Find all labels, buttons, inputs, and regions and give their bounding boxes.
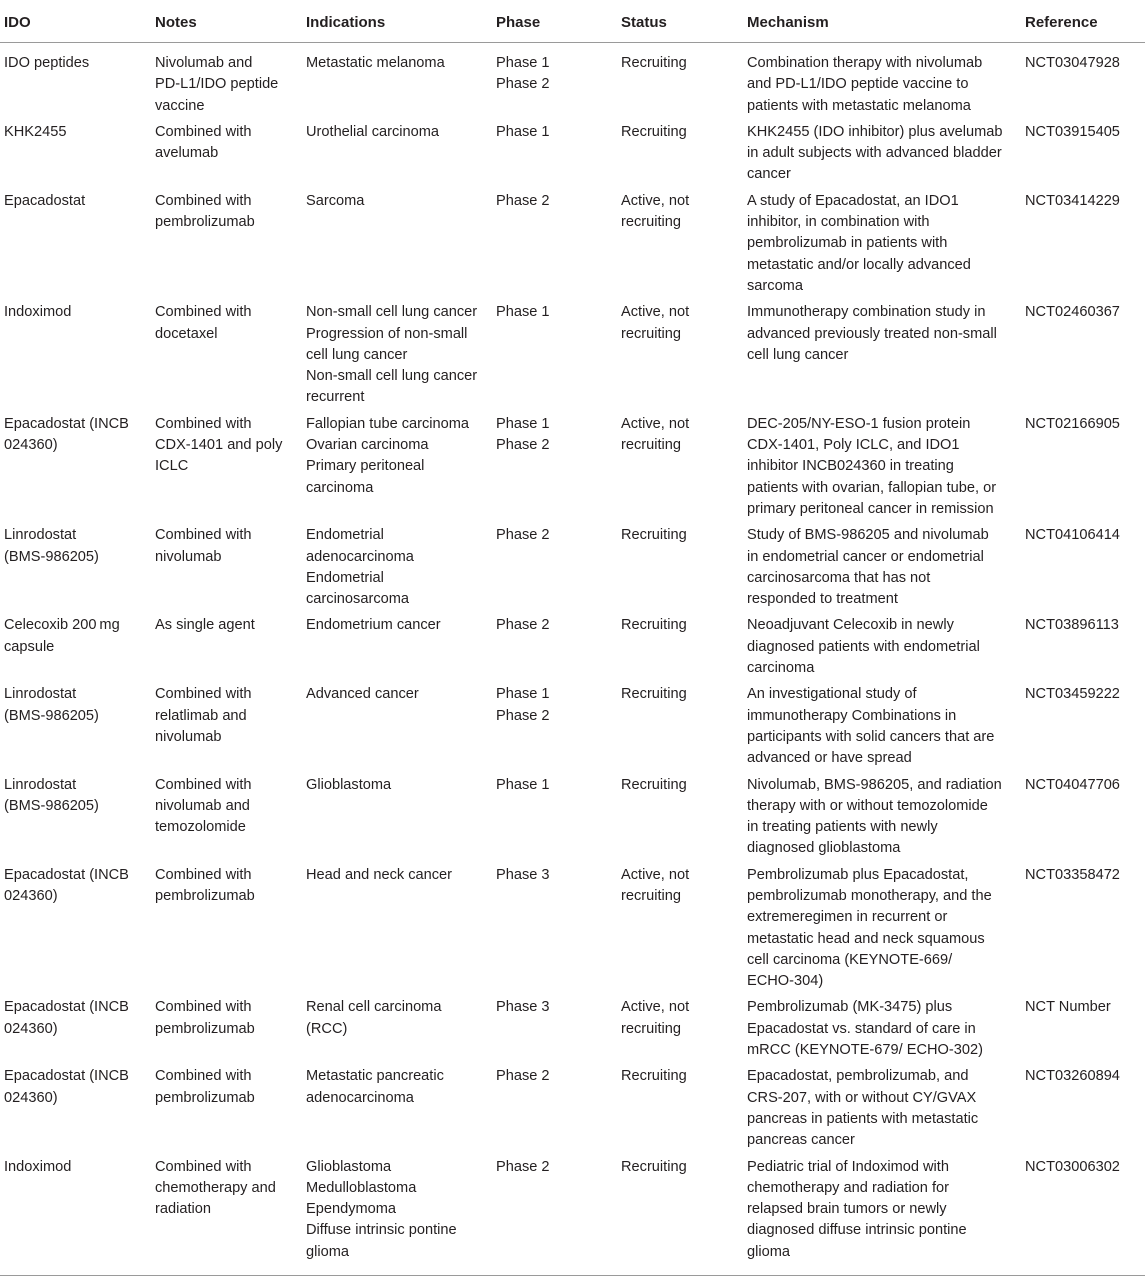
cell-line: Combined with <box>155 866 252 883</box>
cell-line: pancreas in patients with metastatic <box>747 1110 979 1127</box>
cell-status <box>617 522 743 612</box>
cell-line: Recruiting <box>621 1158 687 1175</box>
cell-indications <box>302 119 492 188</box>
cell-ido <box>0 43 151 119</box>
cell-mechanism <box>743 994 1021 1063</box>
cell-notes <box>151 188 302 299</box>
table-row <box>0 612 1145 681</box>
cell-phase <box>492 772 617 862</box>
cell-line: Indoximod <box>4 304 72 321</box>
cell-line: Non-small cell lung cancer <box>306 304 478 321</box>
cell-notes <box>151 612 302 681</box>
cell-line: patients with ovarian, fallopian tube, or <box>747 479 997 496</box>
cell-line: Recruiting <box>621 1068 687 1085</box>
cell-phase <box>492 43 617 119</box>
cell-line: metastatic and/or locally advanced <box>747 256 971 273</box>
cell-ido <box>0 1063 151 1153</box>
cell-line: NCT03047928 <box>1025 55 1120 71</box>
cell-line: Phase 3 <box>496 866 550 883</box>
cell-line: in endometrial cancer or endometrial <box>747 548 984 565</box>
cell-line: 024360) <box>4 437 58 454</box>
cell-line: KHK2455 (IDO inhibitor) plus avelumab <box>747 123 1003 140</box>
cell-ido <box>0 522 151 612</box>
cell-notes <box>151 1063 302 1153</box>
cell-status <box>617 681 743 771</box>
column-header-indications: Indications <box>302 0 492 43</box>
cell-line: Combined with <box>155 999 252 1016</box>
column-header-mechanism: Mechanism <box>743 0 1021 43</box>
cell-line: NCT04047706 <box>1025 776 1120 793</box>
cell-line: NCT Number <box>1025 999 1111 1016</box>
cell-reference <box>1021 522 1145 612</box>
cell-line: Medulloblastoma <box>306 1179 417 1196</box>
cell-reference <box>1021 411 1145 522</box>
cell-phase <box>492 119 617 188</box>
cell-line: Combined with <box>155 415 252 432</box>
cell-status <box>617 411 743 522</box>
cell-line: Epacadostat (INCB <box>4 866 129 883</box>
cell-line: Epacadostat (INCB <box>4 415 129 432</box>
cell-line: Primary peritoneal <box>306 458 425 475</box>
cell-line: Phase 1 <box>496 55 550 71</box>
cell-line: glioma <box>747 1243 790 1260</box>
cell-line: Combined with <box>155 1158 252 1175</box>
cell-ido <box>0 411 151 522</box>
cell-line: Diffuse intrinsic pontine <box>306 1222 457 1239</box>
cell-ido <box>0 119 151 188</box>
cell-line: NCT02460367 <box>1025 304 1120 321</box>
cell-line: pembrolizumab <box>155 1089 255 1106</box>
cell-phase <box>492 994 617 1063</box>
cell-phase <box>492 862 617 995</box>
cell-indications <box>302 1154 492 1276</box>
cell-line: CDX-1401, Poly ICLC, and IDO1 <box>747 437 960 454</box>
cell-line: recruiting <box>621 214 682 231</box>
cell-line: pembrolizumab <box>155 214 255 231</box>
cell-phase <box>492 299 617 410</box>
table-row <box>0 43 1145 119</box>
cell-line: relatlimab and <box>155 707 247 724</box>
cell-line: pembrolizumab <box>155 1020 255 1037</box>
table-row <box>0 119 1145 188</box>
cell-line: Recruiting <box>621 776 687 793</box>
cell-line: 024360) <box>4 1020 58 1037</box>
cell-reference <box>1021 862 1145 995</box>
cell-notes <box>151 299 302 410</box>
cell-line: metastatic head and neck squamous <box>747 930 985 947</box>
cell-line: avelumab <box>155 145 219 162</box>
cell-line: pembrolizumab monotherapy, and the <box>747 887 992 904</box>
cell-line: Head and neck cancer <box>306 866 453 883</box>
cell-line: inhibitor INCB024360 in treating <box>747 458 954 475</box>
cell-line: carcinoma <box>747 660 815 677</box>
cell-reference <box>1021 43 1145 119</box>
cell-line: Recruiting <box>621 617 687 634</box>
cell-line: Phase 2 <box>496 1158 550 1175</box>
table-row <box>0 1063 1145 1153</box>
cell-line: immunotherapy Combinations in <box>747 707 957 724</box>
cell-line: diagnosed glioblastoma <box>747 840 901 857</box>
cell-line: DEC-205/NY-ESO-1 fusion protein <box>747 415 971 432</box>
cell-line: Phase 2 <box>496 707 550 724</box>
cell-line: capsule <box>4 638 55 655</box>
cell-reference <box>1021 1154 1145 1276</box>
cell-ido <box>0 612 151 681</box>
cell-line: Epacadostat vs. standard of care in <box>747 1020 976 1037</box>
cell-line: Nivolumab, BMS-986205, and radiation <box>747 776 1002 793</box>
cell-line: NCT03414229 <box>1025 192 1120 209</box>
cell-reference <box>1021 772 1145 862</box>
cell-mechanism <box>743 188 1021 299</box>
cell-line: Phase 3 <box>496 999 550 1016</box>
cell-line: Phase 2 <box>496 617 550 634</box>
cell-line: Nivolumab and <box>155 55 253 71</box>
cell-line: Phase 2 <box>496 192 550 209</box>
cell-line: Pembrolizumab (MK-3475) plus <box>747 999 953 1016</box>
cell-line: As single agent <box>155 617 255 634</box>
cell-line: docetaxel <box>155 325 218 342</box>
column-header-phase: Phase <box>492 0 617 43</box>
cell-indications <box>302 522 492 612</box>
cell-line: Recruiting <box>621 123 687 140</box>
cell-phase <box>492 188 617 299</box>
cell-line: temozolomide <box>155 819 246 836</box>
cell-mechanism <box>743 862 1021 995</box>
cell-line: CDX-1401 and poly <box>155 437 283 454</box>
cell-indications <box>302 681 492 771</box>
cell-line: Pediatric trial of Indoximod with <box>747 1158 949 1175</box>
cell-line: primary peritoneal cancer in remission <box>747 500 994 517</box>
cell-line: Celecoxib 200 mg <box>4 617 120 634</box>
cell-line: CRS-207, with or without CY/GVAX <box>747 1089 977 1106</box>
cell-line: Combined with <box>155 192 252 209</box>
cell-line: in adult subjects with advanced bladder <box>747 145 1002 162</box>
cell-line: responded to treatment <box>747 591 898 608</box>
cell-mechanism <box>743 612 1021 681</box>
cell-line: Phase 2 <box>496 76 550 93</box>
cell-reference <box>1021 188 1145 299</box>
cell-line: cancer <box>747 166 791 183</box>
cell-line: adenocarcinoma <box>306 1089 414 1106</box>
cell-line: chemotherapy and radiation for <box>747 1179 950 1196</box>
cell-phase <box>492 1154 617 1276</box>
cell-line: nivolumab <box>155 728 222 745</box>
table-row <box>0 299 1145 410</box>
cell-indications <box>302 188 492 299</box>
cell-line: Endometrium cancer <box>306 617 441 634</box>
cell-line: cell lung cancer <box>306 346 408 363</box>
cell-line: nivolumab and <box>155 797 250 814</box>
cell-notes <box>151 994 302 1063</box>
cell-mechanism <box>743 119 1021 188</box>
cell-line: NCT03358472 <box>1025 866 1120 883</box>
cell-indications <box>302 612 492 681</box>
cell-status <box>617 43 743 119</box>
cell-line: Phase 2 <box>496 1068 550 1085</box>
cell-line: PD-L1/IDO peptide <box>155 76 279 93</box>
cell-line: Combined with <box>155 527 252 544</box>
cell-line: ECHO-304) <box>747 973 824 990</box>
cell-line: Renal cell carcinoma <box>306 999 442 1016</box>
cell-mechanism <box>743 522 1021 612</box>
cell-ido <box>0 772 151 862</box>
cell-notes <box>151 772 302 862</box>
cell-line: cell carcinoma (KEYNOTE-669/ <box>747 951 953 968</box>
cell-notes <box>151 522 302 612</box>
cell-status <box>617 119 743 188</box>
cell-status <box>617 1063 743 1153</box>
cell-line: (BMS-986205) <box>4 548 99 565</box>
cell-line: A study of Epacadostat, an IDO1 <box>747 192 959 209</box>
cell-status <box>617 862 743 995</box>
cell-line: NCT04106414 <box>1025 527 1120 544</box>
cell-line: Phase 1 <box>496 686 550 703</box>
cell-line: carcinoma <box>306 479 374 496</box>
cell-line: Immunotherapy combination study in <box>747 304 986 321</box>
cell-phase <box>492 681 617 771</box>
cell-line: Phase 2 <box>496 527 550 544</box>
table-row <box>0 994 1145 1063</box>
cell-line: Recruiting <box>621 686 687 703</box>
cell-line: Advanced cancer <box>306 686 419 703</box>
cell-line: advanced previously treated non-small <box>747 325 997 342</box>
cell-line: Epacadostat <box>4 192 86 209</box>
cell-line: Phase 1 <box>496 415 550 432</box>
cell-line: Epacadostat (INCB <box>4 999 129 1016</box>
cell-line: advanced or have spread <box>747 750 912 767</box>
cell-indications <box>302 1063 492 1153</box>
cell-line: Linrodostat <box>4 776 77 793</box>
cell-line: Phase 2 <box>496 437 550 454</box>
cell-line: Urothelial carcinoma <box>306 123 440 140</box>
cell-line: Ovarian carcinoma <box>306 437 429 454</box>
cell-reference <box>1021 299 1145 410</box>
cell-mechanism <box>743 411 1021 522</box>
cell-line: diagnosed patients with endometrial <box>747 638 980 655</box>
table-row <box>0 411 1145 522</box>
cell-line: Progression of non-small <box>306 325 468 342</box>
cell-status <box>617 1154 743 1276</box>
cell-reference <box>1021 1063 1145 1153</box>
cell-ido <box>0 299 151 410</box>
cell-line: Phase 1 <box>496 304 550 321</box>
cell-reference <box>1021 119 1145 188</box>
cell-indications <box>302 411 492 522</box>
cell-line: Recruiting <box>621 527 687 544</box>
table-header <box>0 0 1145 43</box>
cell-line: Metastatic melanoma <box>306 55 445 71</box>
cell-indications <box>302 772 492 862</box>
cell-line: in treating patients with newly <box>747 819 938 836</box>
cell-phase <box>492 1063 617 1153</box>
cell-line: Pembrolizumab plus Epacadostat, <box>747 866 969 883</box>
column-header-ido: IDO <box>0 0 151 43</box>
cell-line: chemotherapy and <box>155 1179 276 1196</box>
cell-line: KHK2455 <box>4 123 67 140</box>
cell-indications <box>302 299 492 410</box>
cell-line: Neoadjuvant Celecoxib in newly <box>747 617 954 634</box>
cell-status <box>617 612 743 681</box>
cell-line: Linrodostat <box>4 686 77 703</box>
cell-mechanism <box>743 1063 1021 1153</box>
cell-line: 024360) <box>4 1089 58 1106</box>
cell-line: participants with solid cancers that are <box>747 728 995 745</box>
cell-ido <box>0 188 151 299</box>
cell-status <box>617 188 743 299</box>
cell-line: Endometrial <box>306 527 384 544</box>
cell-line: nivolumab <box>155 548 222 565</box>
cell-line: carcinosarcoma <box>306 591 410 608</box>
cell-status <box>617 299 743 410</box>
cell-mechanism <box>743 1154 1021 1276</box>
table-body <box>0 43 1145 1276</box>
cell-line: and PD-L1/IDO peptide vaccine to <box>747 76 969 93</box>
cell-line: recruiting <box>621 437 682 454</box>
cell-line: ICLC <box>155 458 189 475</box>
column-header-notes: Notes <box>151 0 302 43</box>
cell-line: An investigational study of <box>747 686 917 703</box>
column-header-status: Status <box>617 0 743 43</box>
column-header-reference: Reference <box>1021 0 1145 43</box>
cell-line: IDO peptides <box>4 55 90 71</box>
cell-line: pancreas cancer <box>747 1132 855 1149</box>
cell-line: recruiting <box>621 887 682 904</box>
cell-line: Combination therapy with nivolumab <box>747 55 983 71</box>
cell-reference <box>1021 681 1145 771</box>
cell-line: Fallopian tube carcinoma <box>306 415 470 432</box>
table-row <box>0 1154 1145 1276</box>
cell-line: pembrolizumab in patients with <box>747 235 948 252</box>
cell-notes <box>151 119 302 188</box>
cell-line: Phase 1 <box>496 776 550 793</box>
cell-line: Glioblastoma <box>306 776 392 793</box>
cell-line: Active, not <box>621 304 690 321</box>
cell-indications <box>302 994 492 1063</box>
cell-ido <box>0 994 151 1063</box>
cell-line: Active, not <box>621 999 690 1016</box>
cell-ido <box>0 1154 151 1276</box>
header-row <box>0 0 1145 43</box>
cell-line: 024360) <box>4 887 58 904</box>
cell-line: patients with metastatic melanoma <box>747 97 971 114</box>
cell-line: Study of BMS-986205 and nivolumab <box>747 527 989 544</box>
cell-ido <box>0 681 151 771</box>
cell-indications <box>302 43 492 119</box>
cell-notes <box>151 411 302 522</box>
cell-line: carcinosarcoma that has not <box>747 569 931 586</box>
cell-line: (RCC) <box>306 1020 348 1037</box>
cell-phase <box>492 522 617 612</box>
cell-line: NCT03915405 <box>1025 123 1120 140</box>
cell-line: NCT03260894 <box>1025 1068 1120 1085</box>
cell-status <box>617 994 743 1063</box>
table-row <box>0 862 1145 995</box>
cell-line: Indoximod <box>4 1158 72 1175</box>
cell-status <box>617 772 743 862</box>
cell-ido <box>0 862 151 995</box>
cell-line: glioma <box>306 1243 349 1260</box>
cell-line: recruiting <box>621 1020 682 1037</box>
cell-line: Endometrial <box>306 569 384 586</box>
cell-line: NCT03459222 <box>1025 686 1120 703</box>
cell-line: recruiting <box>621 325 682 342</box>
cell-line: Ependymoma <box>306 1201 397 1218</box>
cell-line: Combined with <box>155 1068 252 1085</box>
cell-line: Combined with <box>155 686 252 703</box>
cell-line: pembrolizumab <box>155 887 255 904</box>
cell-notes <box>151 862 302 995</box>
cell-line: Metastatic pancreatic <box>306 1068 444 1085</box>
cell-reference <box>1021 612 1145 681</box>
cell-line: cell lung cancer <box>747 346 849 363</box>
cell-line: relapsed brain tumors or newly <box>747 1201 947 1218</box>
table-row <box>0 188 1145 299</box>
cell-line: Active, not <box>621 192 690 209</box>
table-row <box>0 522 1145 612</box>
cell-notes <box>151 1154 302 1276</box>
cell-line: inhibitor, in combination with <box>747 214 930 231</box>
cell-line: NCT03896113 <box>1025 617 1119 634</box>
cell-line: Combined with <box>155 304 252 321</box>
table-row <box>0 681 1145 771</box>
cell-line: NCT03006302 <box>1025 1158 1120 1175</box>
cell-line: (BMS-986205) <box>4 797 99 814</box>
cell-line: recurrent <box>306 389 365 406</box>
cell-line: Non-small cell lung cancer <box>306 368 478 385</box>
cell-line: Active, not <box>621 415 690 432</box>
cell-line: Linrodostat <box>4 527 77 544</box>
cell-phase <box>492 411 617 522</box>
cell-line: Combined with <box>155 776 252 793</box>
cell-line: Combined with <box>155 123 252 140</box>
cell-line: Glioblastoma <box>306 1158 392 1175</box>
cell-line: sarcoma <box>747 277 803 294</box>
cell-line: Epacadostat (INCB <box>4 1068 129 1085</box>
cell-line: radiation <box>155 1201 211 1218</box>
cell-line: Phase 1 <box>496 123 550 140</box>
cell-notes <box>151 681 302 771</box>
cell-reference <box>1021 994 1145 1063</box>
cell-line: (BMS-986205) <box>4 707 99 724</box>
cell-line: vaccine <box>155 97 205 114</box>
cell-mechanism <box>743 43 1021 119</box>
cell-line: Sarcoma <box>306 192 365 209</box>
cell-notes <box>151 43 302 119</box>
cell-mechanism <box>743 772 1021 862</box>
cell-mechanism <box>743 681 1021 771</box>
cell-mechanism <box>743 299 1021 410</box>
cell-line: Epacadostat, pembrolizumab, and <box>747 1068 969 1085</box>
cell-line: adenocarcinoma <box>306 548 414 565</box>
table-row <box>0 772 1145 862</box>
cell-line: extremeregimen in recurrent or <box>747 909 948 926</box>
cell-line: therapy with or without temozolomide <box>747 797 988 814</box>
cell-phase <box>492 612 617 681</box>
cell-line: NCT02166905 <box>1025 415 1120 432</box>
cell-line: Active, not <box>621 866 690 883</box>
cell-line: diagnosed diffuse intrinsic pontine <box>747 1222 967 1239</box>
cell-indications <box>302 862 492 995</box>
cell-line: Recruiting <box>621 55 687 71</box>
cell-line: mRCC (KEYNOTE-679/ ECHO-302) <box>747 1042 983 1059</box>
